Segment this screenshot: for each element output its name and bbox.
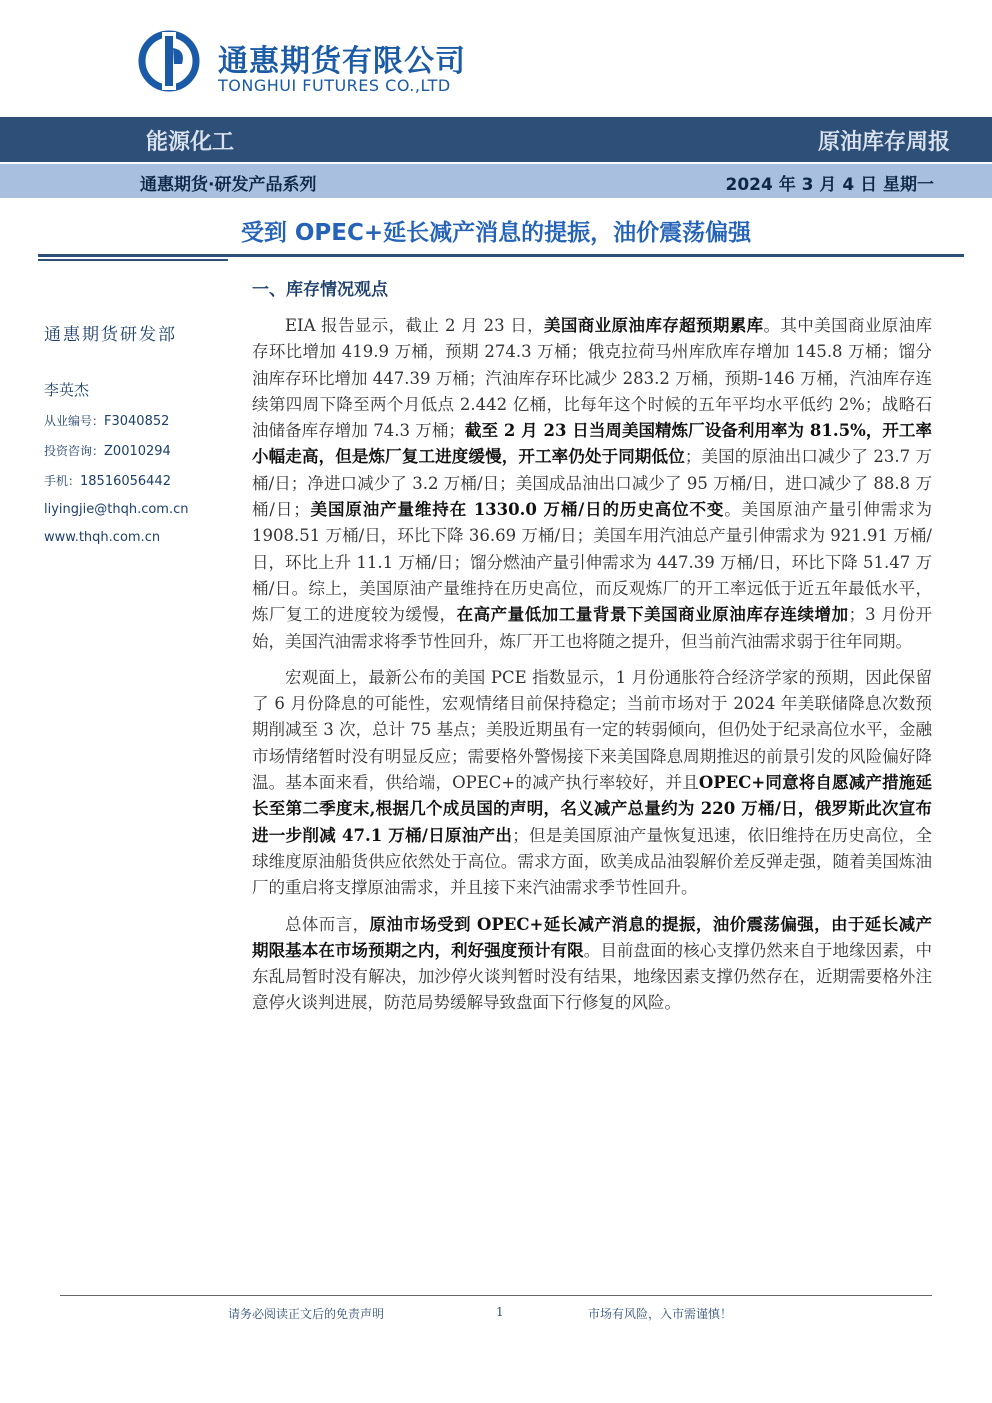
license-label: 从业编号： <box>44 414 105 428</box>
header-band <box>0 117 992 162</box>
company-name-cn: 通惠期货有限公司 <box>218 44 466 79</box>
text-run: ；美国的原油出口减少了 23.7 万桶/日；净进口减少了 3.2 万桶/日；美国成品油出口减少了 95 万桶/日，进口减少了 88.8 万桶/日； <box>252 447 932 520</box>
title-divider-accent <box>38 259 228 261</box>
paragraph <box>252 313 932 655</box>
series-label: 通惠期货·研发产品系列 <box>140 175 317 195</box>
subheader-band <box>0 164 992 198</box>
bold-highlight: 在高产量低加工量背景下美国商业原油库存连续增加 <box>456 605 849 625</box>
text-run: ；3 月份开始，美国汽油需求将季节性回升，炼厂开工也将随之提升，但当前汽油需求弱于往年同期。 <box>252 605 933 651</box>
text-run: 总体而言， <box>285 914 370 934</box>
bold-highlight: 美国原油产量维持在 1330.0 万桶/日的历史高位不变 <box>309 500 725 520</box>
report-type-label: 原油库存周报 <box>817 130 950 155</box>
consult-label: 投资咨询： <box>44 444 105 458</box>
sector-label: 能源化工 <box>146 130 235 155</box>
bold-highlight: 美国商业原油库存超预期累库 <box>544 316 764 335</box>
phone-row <box>44 472 244 489</box>
text-run: 。美国原油产量引伸需求为 1908.51 万桶/日，环比下降 36.69 万桶/日；美国车用汽油总产量引伸需求为 921.91 万桶/日，环比上升 11.1 万桶/日；馏分燃油产量引伸需求为 447.39 万桶/日，环比下降 51.47 万桶/日。综上，美国原油产量维持在历史高位，而反观炼厂的开工率远低于近五年最低水平，炼厂复工的进度较为缓慢， <box>252 500 932 625</box>
disclaimer-note: 请务必阅读正文后的免责声明 <box>228 1307 385 1321</box>
analyst-sidebar <box>44 320 244 558</box>
bold-highlight: 原油市场受到 OPEC+延长减产消息的提振，油价震荡偏强，由于延长减产期限基本在市场预期之内，利好强度预计有限 <box>252 914 933 960</box>
section-heading: 一、库存情况观点 <box>252 280 388 300</box>
report-date: 2024 年 3 月 4 日 星期一 <box>725 175 934 195</box>
report-title: 受到 OPEC+延长减产消息的提振，油价震荡偏强 <box>240 220 752 246</box>
consult-number: Z0010294 <box>104 444 171 459</box>
company-name-en: TONGHUI FUTURES CO.,LTD <box>218 76 451 95</box>
paragraph <box>252 912 932 1017</box>
license-number: F3040852 <box>104 414 170 429</box>
phone-number: 18516056442 <box>80 474 171 489</box>
company-logo-icon <box>138 30 200 92</box>
department-name: 通惠期货研发部 <box>44 325 177 345</box>
license-row <box>44 412 244 429</box>
report-body <box>252 313 932 1027</box>
title-divider <box>38 254 964 257</box>
analyst-name: 李英杰 <box>44 381 90 399</box>
footer-divider <box>60 1295 932 1296</box>
text-run: EIA 报告显示，截止 2 月 23 日， <box>285 316 544 335</box>
page-number: 1 <box>496 1305 504 1319</box>
risk-warning: 市场有风险，入市需谨慎！ <box>588 1307 733 1321</box>
paragraph <box>252 665 932 902</box>
phone-label: 手机： <box>44 474 81 488</box>
bold-highlight: 截至 2 月 23 日当周美国精炼厂设备利用率为 81.5%，开工率小幅走高，但是炼厂复工进度缓慢，开工率仍处于同期低位 <box>252 421 932 467</box>
bold-highlight: OPEC+同意将自愿减产措施延长至第二季度末,根据几个成员国的声明，名义减产总量约为 220 万桶/日，俄罗斯此次宣布进一步削减 47.1 万桶/日原油产出 <box>252 773 932 845</box>
website[interactable]: www.thqh.com.cn <box>44 530 161 545</box>
email[interactable]: liyingjie@thqh.com.cn <box>44 502 189 517</box>
consult-row <box>44 442 244 459</box>
text-run: ；但是美国原油产量恢复迅速，依旧维持在历史高位，全球维度原油船货供应依然处于高位。需求方面，欧美成品油裂解价差反弹走强，随着美国炼油厂的重启将支撑原油需求，并且接下来汽油需求季节性回升。 <box>252 825 933 898</box>
text-run: 。目前盘面的核心支撑仍然来自于地缘因素，中东乱局暂时没有解决，加沙停火谈判暂时没有结果，地缘因素支撑仍然存在，近期需要格外注意停火谈判进展，防范局势缓解导致盘面下行修复的风险。 <box>252 940 933 1013</box>
text-run: 。其中美国商业原油库存环比增加 419.9 万桶，预期 274.3 万桶；俄克拉荷马州库欣库存增加 145.8 万桶；馏分油库存环比增加 447.39 万桶；汽油库存环比减少 283.2 万桶，预期-146 万桶，汽油库存连续第四周下降至两个月低点 2.442 亿桶，比每年这个时候的五年平均水平低约 2%；战略石油储备库存增加 74.3 万桶； <box>252 316 933 441</box>
text-run: 宏观面上，最新公布的美国 PCE 指数显示，1 月份通胀符合经济学家的预期，因此保留了 6 月份降息的可能性，宏观情绪目前保持稳定；当前市场对于 2024 年美联储降息次数预期削减至 3 次，总计 75 基点；美股近期虽有一定的转弱倾向，但仍处于纪录高位水平，金融市场情绪暂时没有明显反应；需要格外警惕接下来美国降息周期推迟的前景引发的风险偏好降温。基本面来看，供给端，OPEC+的减产执行率较好，并且 <box>252 667 932 793</box>
